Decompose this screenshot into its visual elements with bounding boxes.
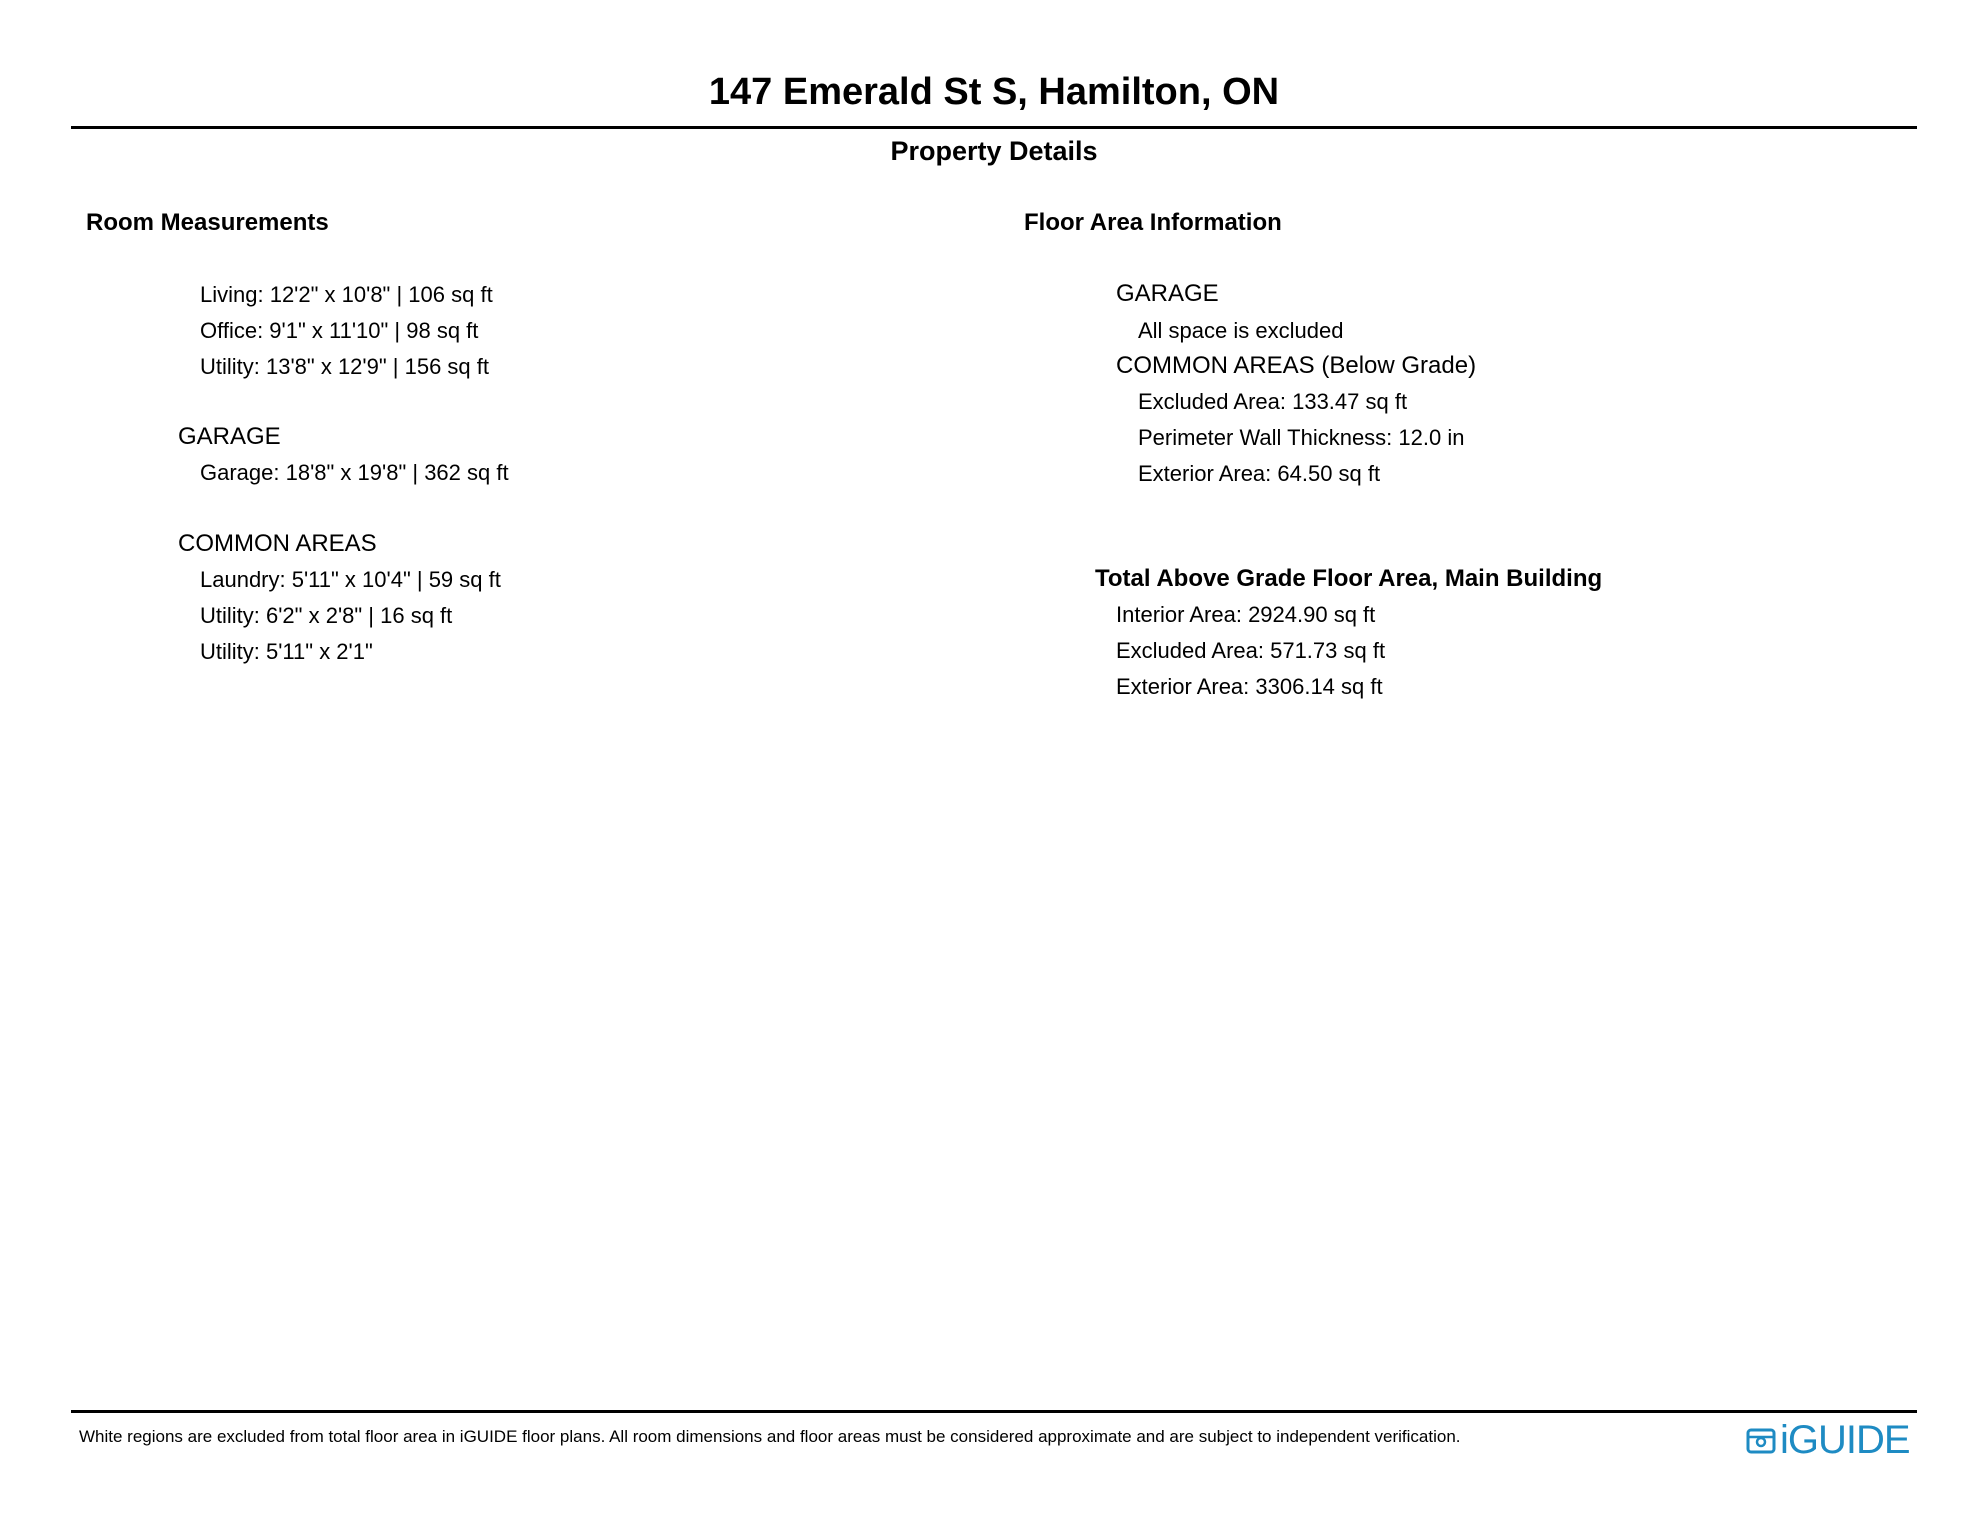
footer-divider	[71, 1410, 1917, 1413]
room-measurements-heading: Room Measurements	[86, 209, 329, 236]
total-floor-area-heading: Total Above Grade Floor Area, Main Building	[1095, 565, 1603, 592]
header-divider	[71, 126, 1917, 129]
disclaimer-text: White regions are excluded from total floor area in iGUIDE floor plans. All room dimensions and floor areas must be considered approximate and are subject to independent verification.	[79, 1427, 1461, 1446]
room-item: Garage: 18'8" x 19'8" | 362 sq ft	[200, 460, 509, 485]
iguide-logo	[1746, 1420, 1910, 1460]
page-title: 147 Emerald St S, Hamilton, ON	[708, 71, 1280, 113]
floor-area-item: Excluded Area: 133.47 sq ft	[1138, 389, 1408, 414]
room-item: Living: 12'2" x 10'8" | 106 sq ft	[200, 282, 493, 307]
floor-garage-heading: GARAGE	[1116, 280, 1219, 307]
common-areas-group-heading: COMMON AREAS	[178, 530, 377, 557]
floor-area-item: Exterior Area: 3306.14 sq ft	[1116, 674, 1383, 699]
floor-area-item: Perimeter Wall Thickness: 12.0 in	[1138, 425, 1465, 450]
room-item: Utility: 6'2" x 2'8" | 16 sq ft	[200, 603, 453, 628]
room-item: Utility: 5'11" x 2'1"	[200, 639, 373, 664]
room-item: Office: 9'1" x 11'10" | 98 sq ft	[200, 318, 479, 343]
floor-area-item: All space is excluded	[1138, 318, 1344, 343]
iguide-logo-text: iGUIDE	[1780, 1418, 1910, 1462]
floor-area-item: Exterior Area: 64.50 sq ft	[1138, 461, 1381, 486]
room-item: Utility: 13'8" x 12'9" | 156 sq ft	[200, 354, 489, 379]
page-subtitle: Property Details	[890, 136, 1098, 166]
floor-common-areas-heading: COMMON AREAS (Below Grade)	[1116, 352, 1477, 379]
floor-area-item: Interior Area: 2924.90 sq ft	[1116, 602, 1376, 627]
floor-area-item: Excluded Area: 571.73 sq ft	[1116, 638, 1386, 663]
iguide-logo-icon	[1746, 1425, 1776, 1455]
garage-group-heading: GARAGE	[178, 423, 281, 450]
floor-area-heading: Floor Area Information	[1024, 209, 1282, 236]
room-item: Laundry: 5'11" x 10'4" | 59 sq ft	[200, 567, 501, 592]
